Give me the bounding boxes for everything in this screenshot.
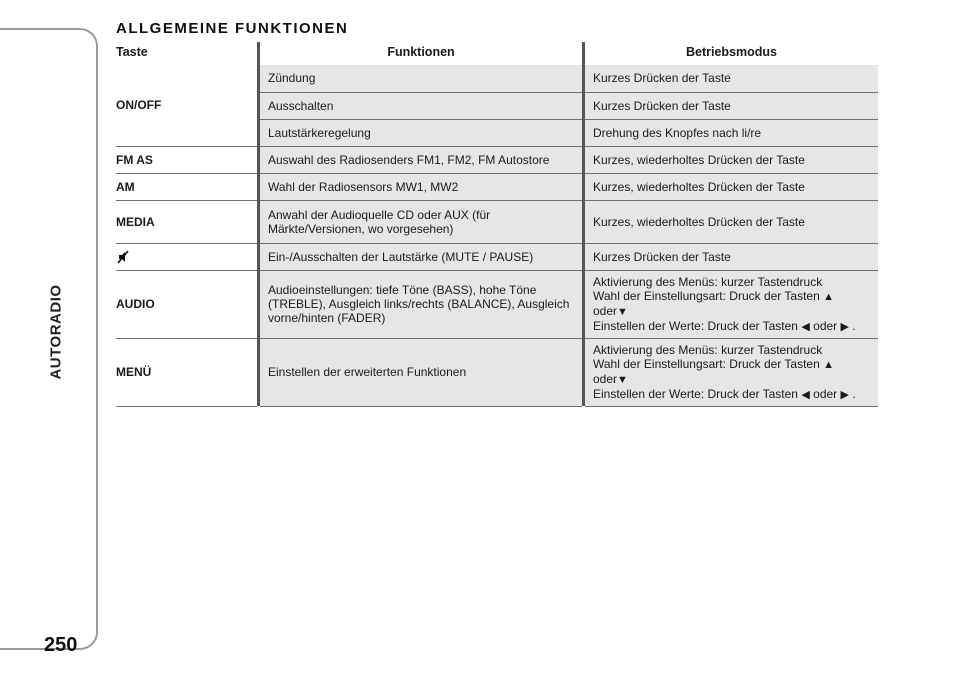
mode-cell: Kurzes Drücken der Taste [585,65,878,92]
table-row [116,200,878,243]
key-media: MEDIA [116,200,257,243]
key-onoff: ON/OFF [116,65,257,146]
func-cell: Zündung [260,65,582,92]
key-audio: AUDIO [116,270,257,338]
key-am: AM [116,173,257,200]
chapter-label: AUTORADIO [47,284,65,380]
mode-cell: Kurzes Drücken der Taste [585,92,878,119]
page-number: 250 [44,634,78,656]
func-cell: Einstellen der erweiterten Funktionen [260,338,582,406]
mode-cell: Kurzes, wiederholtes Drücken der Taste [585,146,878,173]
mode-cell: Kurzes, wiederholtes Drücken der Taste [585,173,878,200]
table-row [116,173,878,200]
header-betriebsmodus: Betriebsmodus [686,45,777,59]
key-fmas: FM AS [116,146,257,173]
down-arrow-icon: ▼ [617,373,628,386]
right-arrow-icon: ▶ [840,388,849,401]
mute-icon [116,250,130,264]
section-title: ALLGEMEINE FUNKTIONEN [116,20,349,37]
func-cell: Anwahl der Audioquelle CD oder AUX (für Märkte/Versionen, wo vorgesehen) [260,200,582,243]
header-taste: Taste [116,45,148,59]
func-cell: Ein-/Ausschalten der Lautstärke (MUTE / PAUSE) [260,243,582,270]
key-mute [116,243,257,270]
down-arrow-icon: ▼ [617,305,628,318]
mode-cell: Aktivierung des Menüs: kurzer Tastendruck Wahl der Einstellungsart: Druck der Tasten ▲ oder▼ Einstellen der Werte: Druck der Tasten ◀ oder ▶ . [585,338,878,406]
func-cell: Audioeinstellungen: tiefe Töne (BASS), hohe Töne (TREBLE), Ausgleich links/rechts (BALANCE), Ausgleich vorne/hinten (FADER) [260,270,582,338]
key-menu: MENÜ [116,338,257,406]
table-row [116,270,878,338]
up-arrow-icon: ▲ [823,358,835,371]
up-arrow-icon: ▲ [823,290,835,303]
func-cell: Auswahl des Radiosenders FM1, FM2, FM Autostore [260,146,582,173]
table-row [116,65,878,92]
mode-cell: Kurzes, wiederholtes Drücken der Taste [585,200,878,243]
table-row [116,243,878,270]
mode-cell: Kurzes Drücken der Taste [585,243,878,270]
table-row [116,146,878,173]
mode-cell: Drehung des Knopfes nach li/re [585,119,878,146]
left-arrow-icon: ◀ [801,388,810,401]
header-funktionen: Funktionen [387,45,455,59]
functions-table [116,42,878,407]
left-arrow-icon: ◀ [801,320,810,333]
table-row [116,338,878,406]
table-header-row [116,42,878,65]
func-cell: Wahl der Radiosensors MW1, MW2 [260,173,582,200]
func-cell: Lautstärkeregelung [260,119,582,146]
right-arrow-icon: ▶ [840,320,849,333]
mode-cell: Aktivierung des Menüs: kurzer Tastendruck Wahl der Einstellungsart: Druck der Tasten ▲ oder▼ Einstellen der Werte: Druck der Tasten ◀ oder ▶ . [585,270,878,338]
func-cell: Ausschalten [260,92,582,119]
